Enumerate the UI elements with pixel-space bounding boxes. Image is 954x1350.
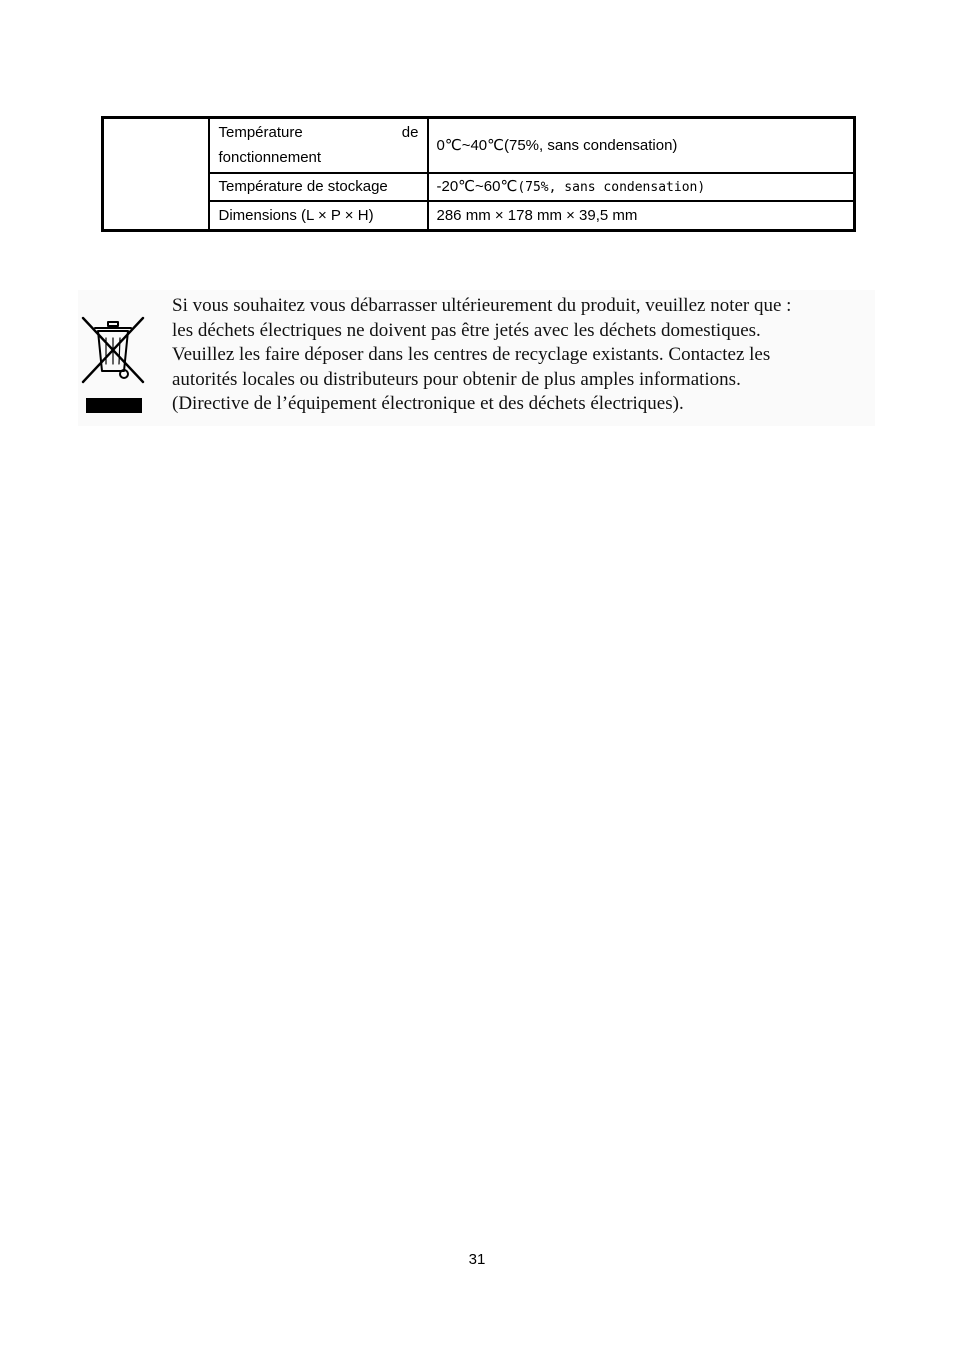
- table-row: [103, 173, 855, 201]
- crossed-out-wheelie-bin-icon: [80, 314, 146, 386]
- spec-value-operating-temperature: 0℃~40℃(75%, sans condensation): [428, 118, 855, 173]
- specifications-table: [101, 116, 856, 232]
- spec-value-dimensions: 286 mm × 178 mm × 39,5 mm: [428, 201, 855, 231]
- table-row: [103, 118, 855, 173]
- page-number: 31: [468, 1251, 486, 1268]
- weee-disposal-text: [172, 294, 791, 417]
- weee-text-line: autorités locales ou distributeurs pour obtenir de plus amples informations.: [172, 368, 741, 390]
- spec-label-operating-temperature: Température de fonctionnement: [209, 118, 428, 173]
- spec-label-storage-temperature: Température de stockage: [209, 173, 428, 201]
- spec-label-dimensions: Dimensions (L × P × H): [209, 201, 428, 231]
- weee-text-line: les déchets électriques ne doivent pas être jetés avec les déchets domestiques.: [172, 319, 761, 341]
- weee-black-bar: [86, 398, 142, 413]
- table-row: [103, 201, 855, 231]
- weee-text-line: Si vous souhaitez vous débarrasser ultérieurement du produit, veuillez noter que :: [172, 295, 792, 316]
- storage-temperature-note: (75%, sans condensation): [517, 179, 706, 195]
- weee-text-line: (Directive de l’équipement électronique et des déchets électriques).: [172, 393, 684, 414]
- weee-text-line: Veuillez les faire déposer dans les centres de recyclage existants. Contactez les: [172, 344, 771, 365]
- spec-value-storage-temperature: [428, 173, 855, 201]
- blank-category-cell: [103, 118, 209, 231]
- storage-temperature-range: -20℃~60℃: [436, 177, 518, 195]
